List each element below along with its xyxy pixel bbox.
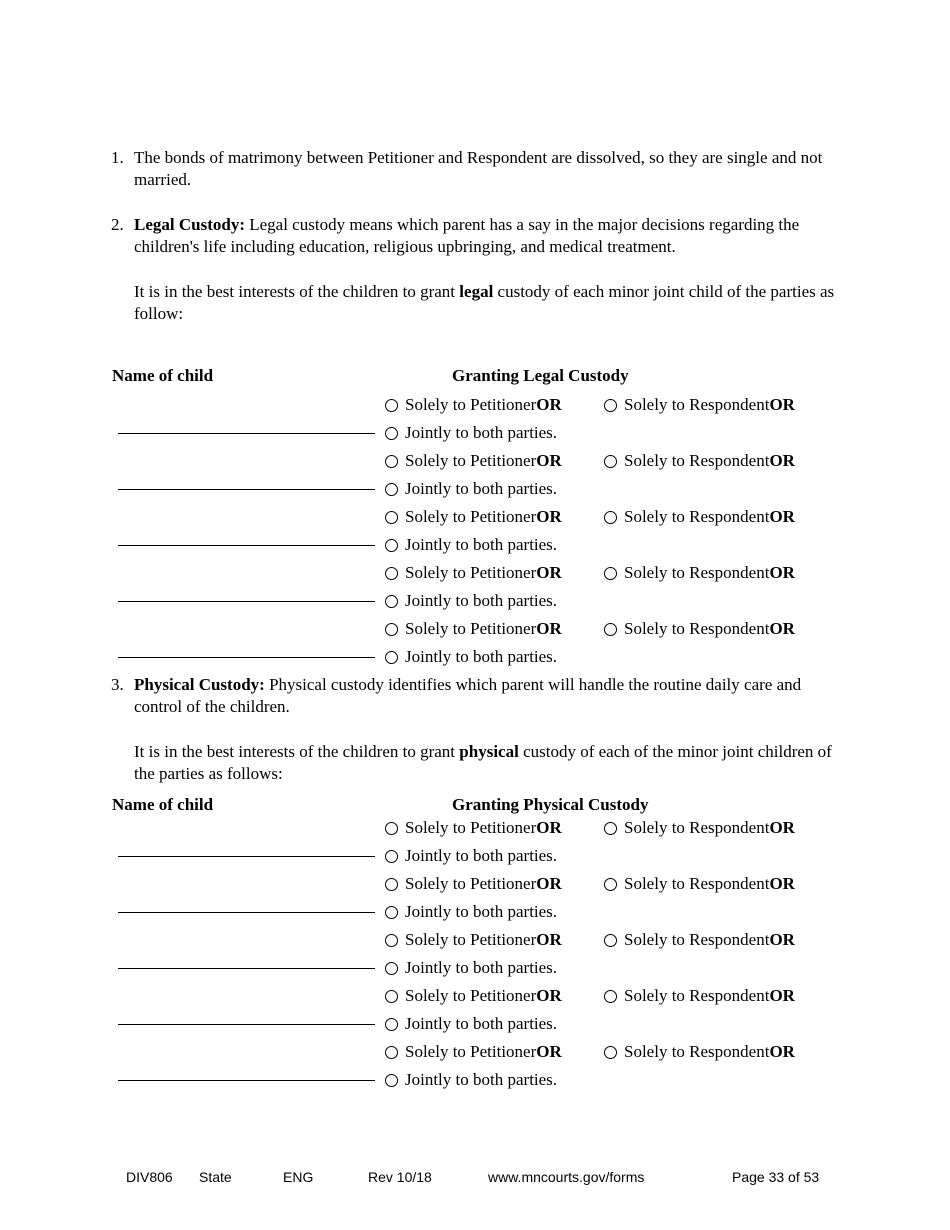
child-name-field[interactable] [118, 1024, 375, 1025]
radio-button[interactable] [385, 511, 398, 524]
or-label: OR [769, 818, 795, 837]
option-solely-respondent[interactable] [604, 618, 795, 640]
or-label: OR [536, 395, 562, 414]
option-solely-respondent[interactable] [604, 450, 795, 472]
option-label: Solely to Petitioner [405, 619, 537, 638]
or-label: OR [536, 874, 562, 893]
option-label: Jointly to both parties. [405, 958, 558, 977]
item-label: Legal Custody: [134, 215, 245, 234]
radio-button[interactable] [385, 1018, 398, 1031]
radio-button[interactable] [385, 539, 398, 552]
radio-button[interactable] [385, 850, 398, 863]
child-name-field[interactable] [118, 433, 375, 434]
option-label: Jointly to both parties. [405, 846, 558, 865]
grant-bold: physical [459, 742, 519, 761]
item-1 [111, 147, 844, 191]
physical-row-4-sole-options [385, 985, 795, 1007]
item-3 [111, 674, 844, 718]
item-number: 3. [111, 675, 124, 694]
option-solely-respondent[interactable] [604, 985, 795, 1007]
option-solely-petitioner[interactable] [385, 929, 562, 951]
option-label: Solely to Petitioner [405, 507, 537, 526]
or-label: OR [536, 986, 562, 1005]
radio-button[interactable] [385, 822, 398, 835]
radio-button[interactable] [604, 623, 617, 636]
option-jointly[interactable] [385, 901, 557, 923]
or-label: OR [536, 507, 562, 526]
legal-row-2-sole-options [385, 450, 795, 472]
item-label: Physical Custody: [134, 675, 265, 694]
option-solely-petitioner[interactable] [385, 985, 562, 1007]
legal-col-grant-header: Granting Legal Custody [452, 366, 629, 385]
radio-button[interactable] [385, 455, 398, 468]
option-label: Solely to Petitioner [405, 874, 537, 893]
or-label: OR [769, 874, 795, 893]
option-label: Jointly to both parties. [405, 423, 558, 442]
item-text: Legal custody means which parent has a say in the major decisions regarding the children's life including education, religious upbringing, and medical treatment. [134, 215, 800, 256]
footer-lang: ENG [283, 1169, 314, 1185]
or-label: OR [536, 451, 562, 470]
option-label: Solely to Respondent [624, 563, 770, 582]
option-label: Solely to Petitioner [405, 563, 537, 582]
or-label: OR [769, 619, 795, 638]
legal-row-1-joint-option [385, 422, 557, 444]
or-label: OR [769, 930, 795, 949]
option-solely-petitioner[interactable] [385, 817, 562, 839]
footer-rev: Rev 10/18 [368, 1169, 432, 1185]
child-name-field[interactable] [118, 912, 375, 913]
legal-grant-statement [134, 281, 844, 325]
or-label: OR [769, 1042, 795, 1061]
radio-button[interactable] [385, 878, 398, 891]
option-label: Solely to Petitioner [405, 986, 537, 1005]
radio-button[interactable] [385, 567, 398, 580]
legal-row-4-joint-option [385, 590, 557, 612]
or-label: OR [536, 1042, 562, 1061]
item-number: 2. [111, 215, 124, 234]
option-jointly[interactable] [385, 646, 557, 668]
grant-text: It is in the best interests of the children to grant [134, 282, 460, 301]
legal-row-5-sole-options [385, 618, 795, 640]
or-label: OR [769, 507, 795, 526]
option-label: Solely to Respondent [624, 507, 770, 526]
radio-button[interactable] [604, 990, 617, 1003]
legal-row-3-joint-option [385, 534, 557, 556]
option-label: Solely to Petitioner [405, 395, 537, 414]
option-solely-petitioner[interactable] [385, 873, 562, 895]
radio-button[interactable] [604, 455, 617, 468]
option-label: Solely to Respondent [624, 451, 770, 470]
option-solely-petitioner[interactable] [385, 506, 562, 528]
option-label: Solely to Petitioner [405, 451, 537, 470]
radio-button[interactable] [385, 934, 398, 947]
option-label: Jointly to both parties. [405, 647, 558, 666]
item-text: The bonds of matrimony between Petitioner and Respondent are dissolved, so they are single and not married. [134, 148, 823, 189]
radio-button[interactable] [604, 878, 617, 891]
option-solely-respondent[interactable] [604, 1041, 795, 1063]
legal-row-5-joint-option [385, 646, 557, 668]
radio-button[interactable] [385, 623, 398, 636]
option-solely-petitioner[interactable] [385, 450, 562, 472]
item-number: 1. [111, 148, 124, 167]
option-solely-petitioner[interactable] [385, 562, 562, 584]
option-label: Jointly to both parties. [405, 902, 558, 921]
radio-button[interactable] [385, 990, 398, 1003]
physical-row-3-joint-option [385, 957, 557, 979]
physical-row-2-sole-options [385, 873, 795, 895]
option-label: Solely to Respondent [624, 986, 770, 1005]
physical-grant-statement [134, 741, 844, 785]
option-label: Solely to Respondent [624, 874, 770, 893]
or-label: OR [536, 930, 562, 949]
physical-row-3-sole-options [385, 929, 795, 951]
physical-row-1-sole-options [385, 817, 795, 839]
option-jointly[interactable] [385, 845, 557, 867]
option-solely-respondent[interactable] [604, 562, 795, 584]
footer-form-id: DIV806 [126, 1169, 173, 1185]
radio-button[interactable] [604, 822, 617, 835]
radio-button[interactable] [385, 962, 398, 975]
option-jointly[interactable] [385, 590, 557, 612]
or-label: OR [769, 986, 795, 1005]
physical-row-5-joint-option [385, 1069, 557, 1091]
physical-col-name-header: Name of child [112, 795, 214, 814]
radio-button[interactable] [604, 399, 617, 412]
option-label: Solely to Respondent [624, 395, 770, 414]
option-solely-respondent[interactable] [604, 506, 795, 528]
option-jointly[interactable] [385, 957, 557, 979]
child-name-field[interactable] [118, 856, 375, 857]
radio-button[interactable] [604, 511, 617, 524]
option-jointly[interactable] [385, 422, 557, 444]
child-name-field[interactable] [118, 1080, 375, 1081]
physical-col-grant-header: Granting Physical Custody [452, 795, 649, 814]
option-solely-petitioner[interactable] [385, 394, 562, 416]
physical-row-2-joint-option [385, 901, 557, 923]
legal-col-name-header: Name of child [112, 366, 214, 385]
or-label: OR [769, 563, 795, 582]
or-label: OR [536, 563, 562, 582]
option-label: Solely to Respondent [624, 1042, 770, 1061]
footer-state: State [199, 1169, 232, 1185]
option-solely-petitioner[interactable] [385, 618, 562, 640]
radio-button[interactable] [604, 934, 617, 947]
or-label: OR [536, 818, 562, 837]
radio-button[interactable] [385, 427, 398, 440]
option-label: Solely to Petitioner [405, 1042, 537, 1061]
radio-button[interactable] [604, 1046, 617, 1059]
option-solely-respondent[interactable] [604, 873, 795, 895]
legal-row-1-sole-options [385, 394, 795, 416]
or-label: OR [769, 451, 795, 470]
footer-url: www.mncourts.gov/forms [488, 1169, 645, 1185]
option-solely-respondent[interactable] [604, 817, 795, 839]
option-label: Jointly to both parties. [405, 591, 558, 610]
option-label: Solely to Petitioner [405, 818, 537, 837]
or-label: OR [536, 619, 562, 638]
radio-button[interactable] [385, 651, 398, 664]
radio-button[interactable] [385, 1074, 398, 1087]
physical-row-4-joint-option [385, 1013, 557, 1035]
option-label: Solely to Respondent [624, 619, 770, 638]
child-name-field[interactable] [118, 601, 375, 602]
option-jointly[interactable] [385, 1069, 557, 1091]
option-jointly[interactable] [385, 534, 557, 556]
item-text: Physical custody identifies which parent will handle the routine daily care and control of the children. [134, 675, 802, 716]
child-name-field[interactable] [118, 489, 375, 490]
option-solely-petitioner[interactable] [385, 1041, 562, 1063]
radio-button[interactable] [385, 483, 398, 496]
child-name-field[interactable] [118, 968, 375, 969]
option-label: Jointly to both parties. [405, 479, 558, 498]
grant-text: It is in the best interests of the children to grant [134, 742, 460, 761]
radio-button[interactable] [604, 567, 617, 580]
legal-row-2-joint-option [385, 478, 557, 500]
option-label: Solely to Respondent [624, 930, 770, 949]
physical-row-1-joint-option [385, 845, 557, 867]
grant-text-end: custody of each minor joint child of the parties as follow: [134, 282, 835, 323]
radio-button[interactable] [385, 906, 398, 919]
option-label: Jointly to both parties. [405, 535, 558, 554]
radio-button[interactable] [385, 1046, 398, 1059]
option-label: Solely to Petitioner [405, 930, 537, 949]
option-solely-respondent[interactable] [604, 929, 795, 951]
legal-row-3-sole-options [385, 506, 795, 528]
child-name-field[interactable] [118, 545, 375, 546]
child-name-field[interactable] [118, 657, 375, 658]
option-label: Jointly to both parties. [405, 1014, 558, 1033]
option-solely-respondent[interactable] [604, 394, 795, 416]
item-2 [111, 214, 844, 258]
option-jointly[interactable] [385, 1013, 557, 1035]
option-label: Solely to Respondent [624, 818, 770, 837]
grant-bold: legal [459, 282, 494, 301]
or-label: OR [769, 395, 795, 414]
grant-text-end: custody of each of the minor joint children of the parties as follows: [134, 742, 832, 783]
radio-button[interactable] [385, 595, 398, 608]
radio-button[interactable] [385, 399, 398, 412]
option-jointly[interactable] [385, 478, 557, 500]
footer-page: Page 33 of 53 [732, 1169, 820, 1185]
option-label: Jointly to both parties. [405, 1070, 558, 1089]
physical-row-5-sole-options [385, 1041, 795, 1063]
legal-row-4-sole-options [385, 562, 795, 584]
